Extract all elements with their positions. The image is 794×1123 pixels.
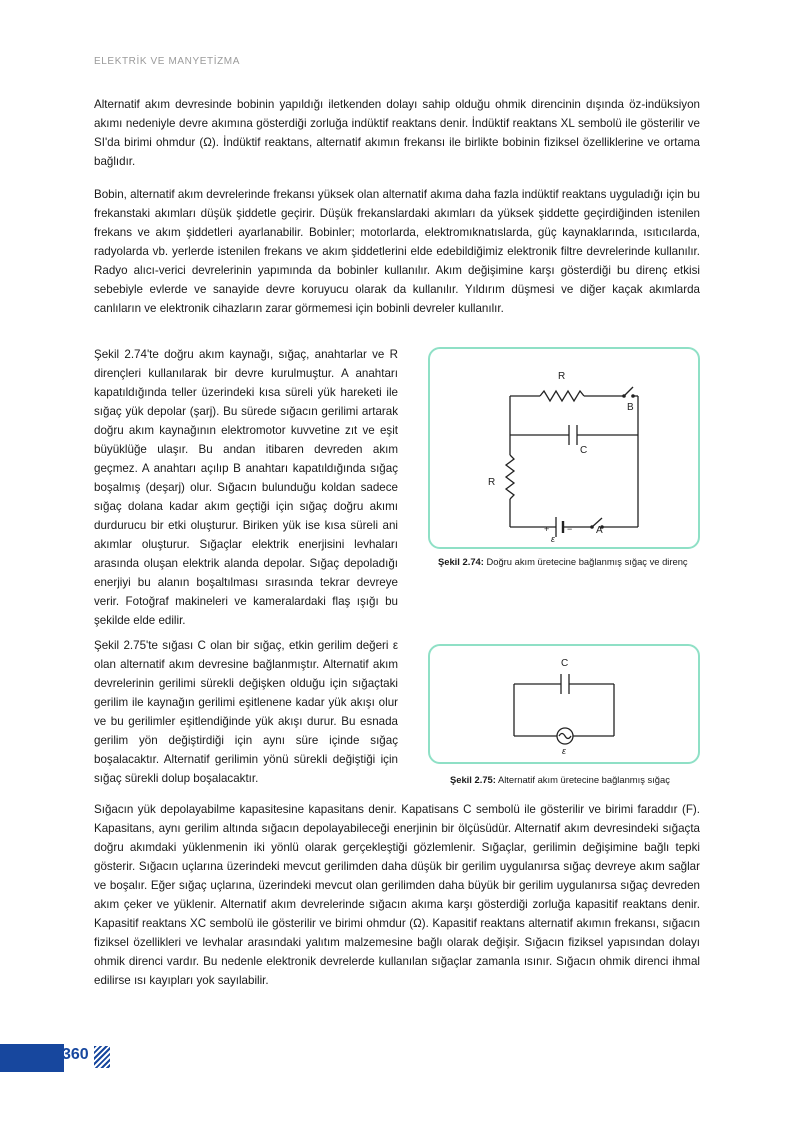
caption-number: Şekil 2.75: (450, 774, 496, 785)
caption-text: Doğru akım üretecine bağlanmış sığaç ve direnç (483, 556, 688, 567)
paragraph-dc-circuit (94, 345, 398, 630)
paragraph-text: Şekil 2.74'te doğru akım kaynağı, sığaç, anahtarlar ve R dirençleri kullanılarak bir devre kurulmuştur. A anahtarı kapatıldığında teller üzerindeki kısa süreli yük hareketi ile sığaç yük depolar (şarj). Bu sürede sığacın gerilimi artarak doğru akım kaynağının elektromotor kuvvetine zıt ve eşit büyüklüğe ulaşır. Bu andan itibaren devreden akım geçmez. A anahtarı açılıp B anahtarı kapatıldığında sığaç boşalmış (deşarj) olur. Sığacın bulunduğu koldan sadece sığaç dolana kadar akım geçtiği için sığaç doğru akımı durdurucu bir etki oluşturur. Biriken yük ise kısa süreli ani akımlar oluşturur. Sığaçlar elektrik enerjisini levhaları arasında oluşan elektrik alanda depolar. Sığaç depoladığı enerjiyi bu alanın boşaltılması sırasında tekrar devreye verir. Fotoğraf makineleri ve kameralardaki flaş ışığı bu şekilde elde edilir. (94, 348, 398, 627)
figure-caption-2-75 (450, 774, 670, 785)
caption-number: Şekil 2.74: (438, 556, 484, 567)
paragraph-text: Alternatif akım devresinde bobinin yapıldığı iletkenden dolayı sahip olduğu ohmik direncinin dışında öz-indüksiyon akımı nedeniyle devre akımına gösterdiği zorluğa indüktif reaktans denir. İndüktif reaktans XL sembolü ile gösterilir ve SI'da birimi ohmdur (Ω). İndüktif reaktans, alternatif akımın frekansı ile birlikte bobinin fiziksel özelliklerine ve ortama bağlıdır. (94, 98, 700, 168)
section-header: ELEKTRİK VE MANYETİZMA (94, 56, 241, 67)
label-capacitor-c: C (580, 445, 588, 456)
figure-2-75 (428, 644, 700, 764)
label-switch-a: A (596, 525, 603, 536)
paragraph-inductive-reactance (94, 95, 700, 171)
label-r-top: R (558, 371, 566, 382)
label-capacitor-c: C (561, 658, 569, 669)
label-plus: + (544, 524, 550, 534)
label-r-left: R (488, 477, 496, 488)
paragraph-text: Bobin, alternatif akım devrelerinde frekansı yüksek olan alternatif akıma daha fazla indüktif reaktans uyguladığı için bu frekanstaki akımları düşük şiddetle geçirir. Düşük frekanslardaki akımları da yüksek şiddette geçirdiğinden istenilen frekans ve akım şiddetleri ayarlanabilir. Bobinler; motorlarda, elektromıknatıslarda, güç kaynaklarında, ısıtıcılarda, radyolarda vb. yerlerde istenilen frekans ve akım şiddetlerini elde edebildiğimiz elektronik filtre devrelerinde kullanılır. Radyo alıcı-verici devrelerinin yapımında da bobinler kullanılır. Akım değişimine karşı gösterdiği bu direnç etkisi sebebiyle evlerde ve sanayide devre koruyucu olarak da kullanılır. Yıldırım düşmesi ve diğer kaçak akımlarda canlıların ve elektronik cihazların zarar görmemesi için bobinli devreler kullanılır. (94, 188, 700, 315)
paragraph-text: Şekil 2.75'te sığası C olan bir sığaç, etkin gerilim değeri ε olan alternatif akım devresine bağlanmıştır. Alternatif akım devrelerinin gerilimi sürekli değişken olduğu için sığaçtaki gerilim ile kaynağın gerilimi eşitlenene kadar yük akışı olur ve bu gerilimler eşitlendiğinde yük akışı durur. Bu esnada gerilim yön değiştirdiği için aynı süre içinde sığaç boşalacaktır. Alternatif gerilimin yönü sürekli değiştiği için sığaç sürekli dolup boşalacaktır. (94, 639, 398, 785)
figure-caption-2-74 (438, 556, 688, 567)
label-minus: − (567, 524, 573, 534)
label-emf: ε (551, 534, 555, 544)
page-number-hatch (94, 1046, 110, 1068)
page-number: 360 (62, 1046, 89, 1063)
paragraph-text: Sığacın yük depolayabilme kapasitesine kapasitans denir. Kapatisans C sembolü ile gösterilir ve birimi faraddır (F). Kapasitans, aynı gerilim altında sığacın depolayabileceği enerjinin bir ölçüsüdür. Alternatif akım devresindeki sığaçta doğru akımdaki yüklenmenin iki yönlü olarak gerçekleştiği gözlemlenir. Sığaçlar, gerilimin değişimine bağlı tepki gösterir. Sığacın uçlarına üzerindeki mevcut gerilimden daha düşük bir gerilim uygulanırsa sığaç devreye akım sağlar ve boşalır. Eğer sığaç uçlarına, üzerindeki mevcut olan gerilimden daha büyük bir gerilim uygulanırsa sığaç devreden akım çeker ve yüklenir. Alternatif akım devrelerinde sığacın akıma karşı gösterdiği zorluğa kapasitif reaktans denir. Kapasitif reaktans XC sembolü ile gösterilir ve birimi ohmdur (Ω). Kapasitif reaktans alternatif akımın frekansı, sığacın fiziksel özellikleri ve levhalar arasındaki yalıtım malzemesine bağlı olarak değişir. Sığacın fiziksel yapısından dolayı ohmik direnci vardır. Bu nedenle elektronik devrelerde kullanılan sığaçlar zamanla ısınır. Sığacın ohmik direnci ihmal edilirse ısı kayıpları yok sayılabilir. (94, 803, 700, 987)
figure-2-74 (428, 347, 700, 549)
ac-circuit-diagram (430, 646, 698, 762)
page-number-bar (0, 1044, 64, 1072)
dc-circuit-diagram (430, 349, 698, 547)
label-emf: ε (562, 746, 566, 756)
paragraph-coil-usage (94, 185, 700, 318)
caption-text: Alternatif akım üretecine bağlanmış sığaç (495, 774, 670, 785)
paragraph-ac-capacitor (94, 636, 398, 788)
label-switch-b: B (627, 402, 634, 413)
paragraph-capacitance (94, 800, 700, 990)
